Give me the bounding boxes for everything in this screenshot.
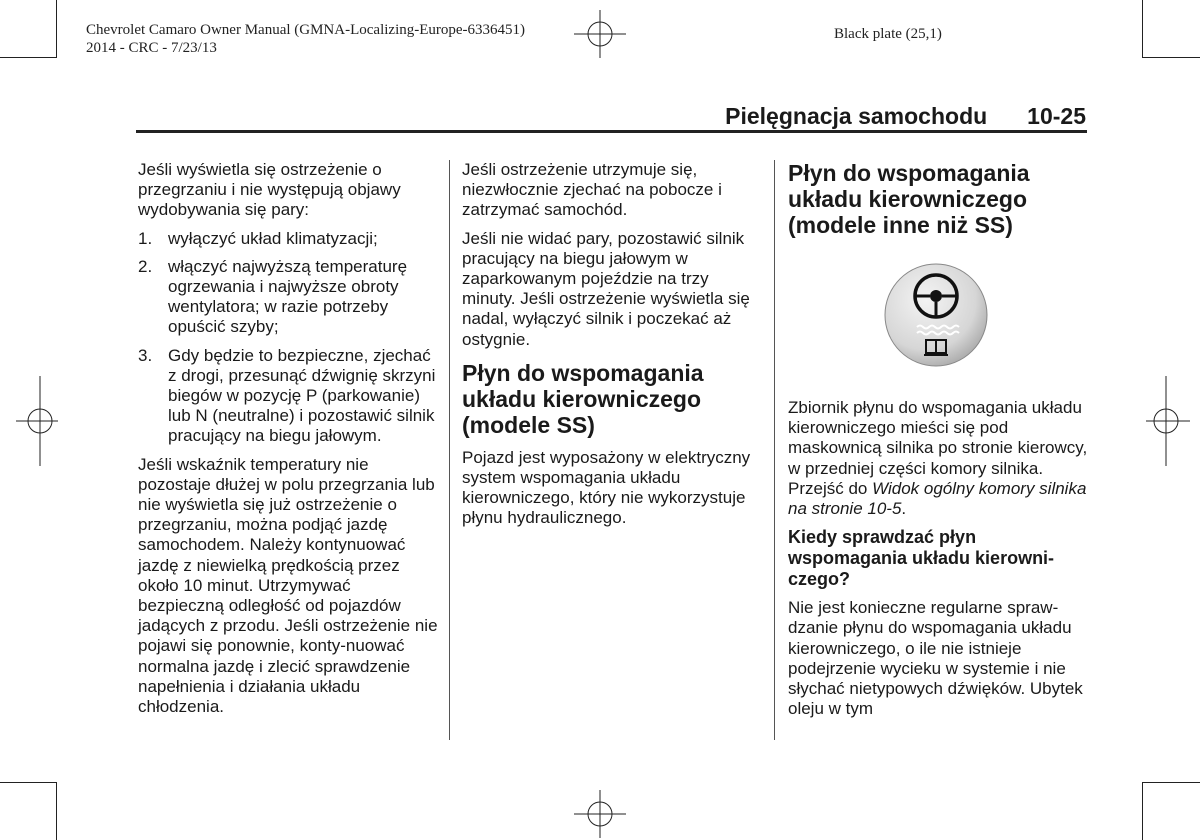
column-3 <box>788 160 1088 727</box>
paragraph: Jeśli wyświetla się ostrzeżenie o przegrzaniu i nie występują objawy wydobywania się pary: <box>138 160 401 220</box>
cross-reference: Widok ogólny komory silnika na stronie 10-5 <box>788 478 1087 519</box>
paragraph <box>788 398 1088 519</box>
crop-mark <box>1143 57 1200 58</box>
page-number: 10-25 <box>1027 103 1086 129</box>
list-item <box>138 229 438 249</box>
paragraph: Jeśli wskaźnik temperatury nie pozostaje dłużej w polu przegrzania lub nie wyświetla się już ostrzeżenie o przegrzaniu, można podjąć jazdę samochodem. Należy kontynuować jazdę z niewielką prędkością przez około 10 minut. Utrzymywać bezpieczną odległość od pojazdów jadących z przodu. Jeśli ostrzeżenie nie pojawi się ponownie, konty-nuować normalna jazdę i zlecić sprawdzenie napełnienia i działania układu chłodzenia. <box>138 454 438 717</box>
paragraph: Jeśli nie widać pary, pozostawić silnik pracujący na biegu jałowym w zaparkowanym pojeździe na trzy minuty. Jeśli ostrzeżenie wyświetla się nadal, wyłączyć silnik i poczekać aż ostygnie. <box>462 228 750 349</box>
section-heading: Płyn do wspomagania układu kierowniczego (modele inne niż SS) <box>788 160 1030 238</box>
list-number: 2. <box>138 256 153 276</box>
print-meta-plate: Black plate (25,1) <box>834 26 942 42</box>
section-heading: Płyn do wspomagania układu kierowniczego (modele SS) <box>462 359 704 438</box>
registration-mark-bottom <box>574 790 626 838</box>
section-title: Pielęgnacja samochodu <box>725 103 988 129</box>
crop-mark <box>0 782 56 783</box>
running-head <box>136 101 1086 131</box>
crop-mark <box>1142 782 1143 840</box>
print-meta-date: 2014 - CRC - 7/23/13 <box>86 40 217 56</box>
text-run: Zbiornik płynu do wspomagania układu kierowniczego mieści się pod maskownicą silnika po stronie kierowcy, w przedniej części komory silnika. Przejść do <box>788 398 1088 498</box>
list-item <box>138 346 438 447</box>
column-2 <box>462 160 762 537</box>
text-run: . <box>901 499 907 519</box>
crop-mark <box>1142 0 1143 58</box>
registration-mark-top <box>574 10 626 58</box>
list-number: 3. <box>138 345 153 365</box>
list-text: wyłączyć układ klimatyzacji; <box>168 228 378 248</box>
registration-mark-left <box>8 376 58 466</box>
power-steering-fluid-icon <box>881 262 991 368</box>
column-divider <box>449 160 450 740</box>
paragraph: Pojazd jest wyposażony w elektryczny system wspomagania układu kierowniczego, który nie wykorzystuje płynu hydraulicznego. <box>462 447 751 528</box>
column-divider <box>774 160 775 740</box>
registration-mark-right <box>1146 376 1196 466</box>
list-text: włączyć najwyższą temperaturę ogrzewania i najwyższe obroty wentylatora; w razie potrzeby opuścić szyby; <box>168 256 408 337</box>
crop-mark <box>1143 782 1200 783</box>
subheading: Kiedy sprawdzać płyn wspomagania układu kierowni-czego? <box>788 527 1055 590</box>
column-1 <box>138 160 438 725</box>
crop-mark <box>56 0 57 58</box>
paragraph: Jeśli ostrzeżenie utrzymuje się, niezwłocznie zjechać na pobocze i zatrzymać samochód. <box>462 160 722 220</box>
icon-figure <box>788 256 1084 374</box>
list-item <box>138 257 438 338</box>
paragraph: Nie jest konieczne regularne spraw-dzanie płynu do wspomagania układu kierowniczego, o ile nie istnieje podejrzenie wycieku w systemie i nie słychać nietypowych dźwięków. Ubytek oleju w tym <box>788 598 1083 719</box>
crop-mark <box>0 57 56 58</box>
list-text: Gdy będzie to bezpieczne, zjechać z drogi, przesunąć dźwignię skrzyni biegów w pozycję P (parkowanie) lub N (neutralne) i pozostawić silnik pracujący na biegu jałowym. <box>168 345 436 446</box>
list-number: 1. <box>138 228 153 248</box>
crop-mark <box>56 782 57 840</box>
numbered-list <box>138 229 438 447</box>
print-meta-title: Chevrolet Camaro Owner Manual (GMNA-Localizing-Europe-6336451) <box>86 22 526 38</box>
header-rule <box>136 130 1087 133</box>
